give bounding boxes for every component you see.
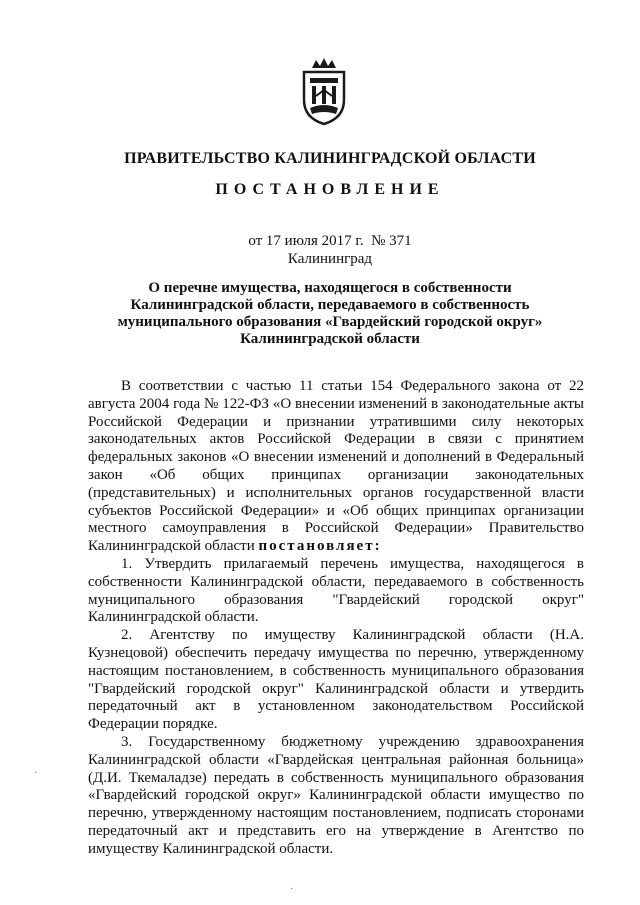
item-3-paragraph: 3. Государственному бюджетному учреждению здравоохранения Калининградской области «Гвардейская центральная районная больница» (Д.И. Ткемаладзе) передать в собственность муниципального образования «Гвардейский городской округ» Калининградской области имущество по перечню, утвержденному настоящим постановлением, подписать сторонами передаточный акт и представить его на утверждение в Агентство по имуществу Калининградской области. bbox=[88, 733, 584, 857]
margin-dot: · bbox=[34, 768, 38, 779]
resolves-keyword: постановляет: bbox=[258, 538, 382, 555]
preamble-text: В соответствии с частью 11 статьи 154 Федерального закона от 22 августа 2004 года № 122-ФЗ «О внесении изменений в законодательные акты Российской Федерации и признании утратившими силу некоторых законодательных актов Российской Федерации в связи с принятием федеральных законов «О внесении изменений и дополнений в Федеральный закон «Об общих принципах организации законодательных (представительных) и исполнительных органов государственной власти субъектов Российской Федерации» и «Об общих принципах организации местного самоуправления в Российской Федерации» Правительство Калининградской области bbox=[88, 378, 584, 555]
city-name: Калининград bbox=[287, 251, 373, 267]
preamble-paragraph bbox=[88, 378, 584, 556]
title-line: Калининградской области bbox=[240, 331, 420, 347]
item-1-paragraph: 1. Утвердить прилагаемый перечень имущества, находящегося в собственности Калининградской области, передаваемого в собственность муниципального образования "Гвардейский городской округ" Калининградской области. bbox=[88, 555, 584, 626]
government-heading: ПРАВИТЕЛЬСТВО КАЛИНИНГРАДСКОЙ ОБЛАСТИ bbox=[124, 150, 536, 167]
title-line: муниципального образования «Гвардейский городской округ» bbox=[117, 314, 543, 330]
title-line: О перечне имущества, находящегося в собственности bbox=[148, 280, 512, 296]
coat-of-arms-icon bbox=[298, 56, 350, 126]
decree-title bbox=[60, 280, 600, 348]
date-number-line: от 17 июля 2017 г. № 371 bbox=[248, 233, 412, 249]
page-dot: · bbox=[290, 884, 294, 895]
title-line: Калининградской области, передаваемого в собственность bbox=[130, 297, 530, 313]
document-type: ПОСТАНОВЛЕНИЕ bbox=[215, 181, 445, 198]
item-2-paragraph: 2. Агентству по имуществу Калининградской области (Н.А. Кузнецовой) обеспечить передачу имущества по перечню, утвержденному настоящим постановлением, в собственность муниципального образования "Гвардейский городской округ" Калининградской области и утвердить передаточный акт в установленном законодательством Российской Федерации порядке. bbox=[88, 627, 584, 733]
decree-body bbox=[88, 378, 584, 859]
